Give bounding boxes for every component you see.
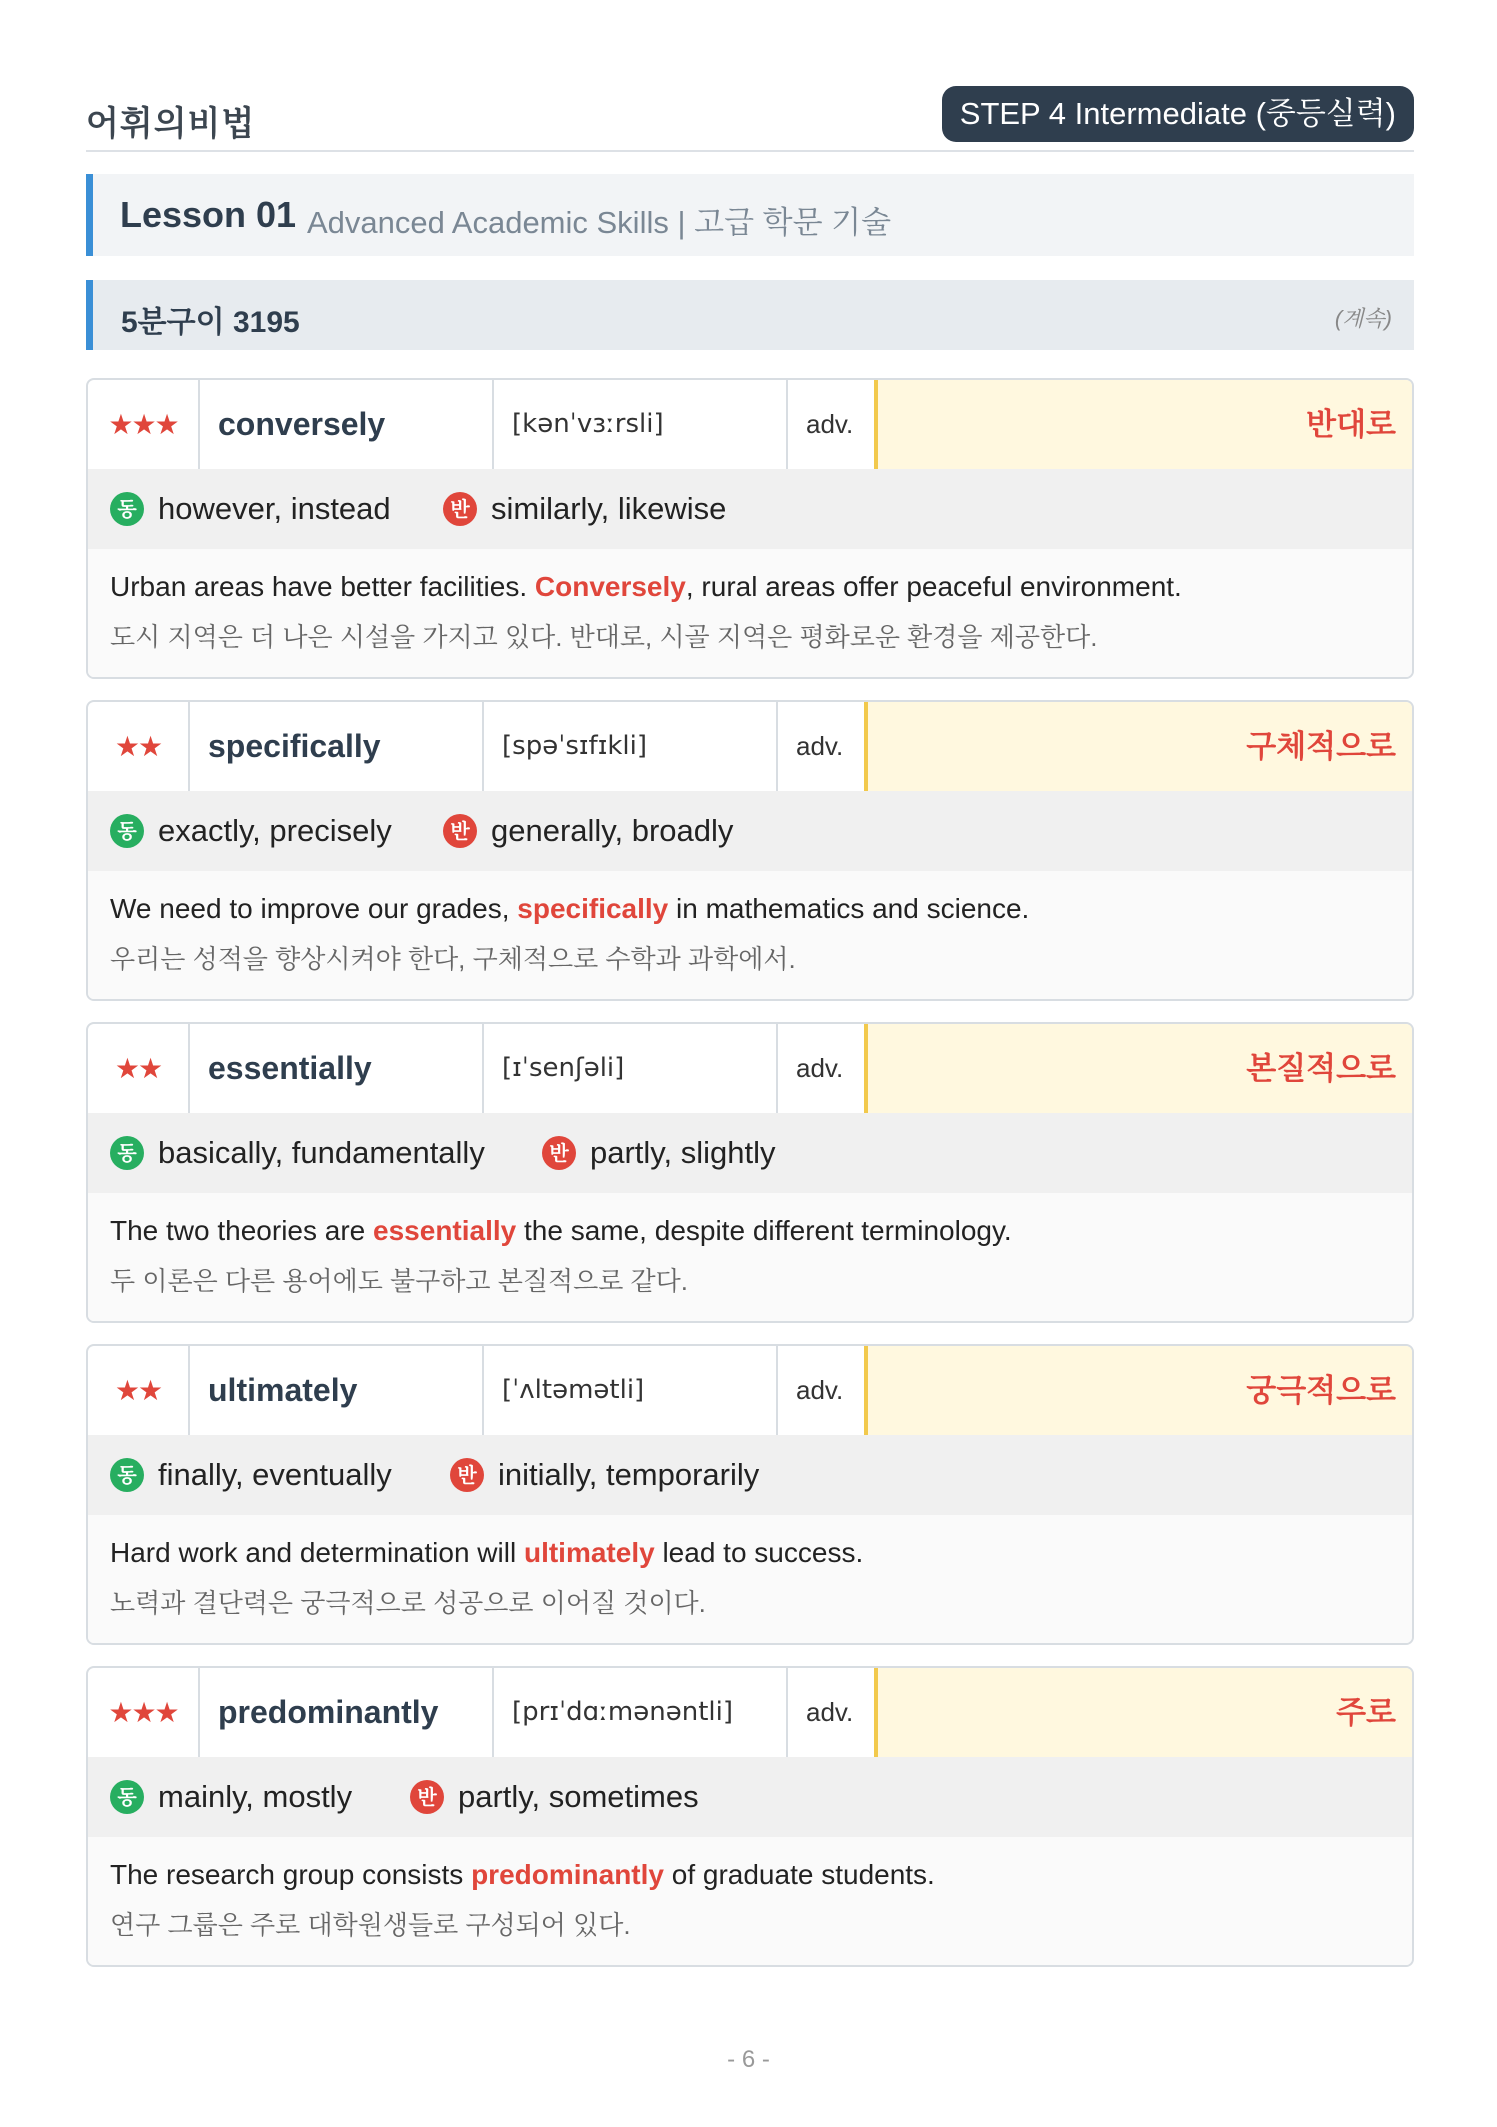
section-header — [86, 280, 1414, 350]
brand-title: 어휘의비법 — [86, 105, 256, 143]
lesson-banner — [86, 174, 1414, 256]
example-text: , rural areas offer peaceful environment. — [685, 571, 1182, 602]
example-row — [88, 1515, 1412, 1645]
vocab-word: predominantly — [200, 1668, 494, 1757]
synonym-text: mainly, mostly — [158, 1779, 353, 1814]
importance-stars: ★★★ — [88, 1668, 200, 1757]
importance-stars: ★★ — [88, 1346, 190, 1435]
example-english — [110, 1215, 1012, 1247]
pronunciation: [spəˈsɪfɪkli] — [484, 702, 778, 791]
step-badge: STEP 4 Intermediate (중등실력) — [942, 86, 1414, 142]
synonym-badge: 동 — [110, 1458, 144, 1492]
part-of-speech: adv. — [788, 1668, 876, 1757]
vocab-word: specifically — [190, 702, 484, 791]
synonym-badge: 동 — [110, 1780, 144, 1814]
section-title: 5분구이 3195 — [121, 306, 300, 339]
synonym-row — [88, 791, 1412, 873]
korean-meaning: 궁극적으로 — [864, 1346, 1412, 1435]
lesson-subtitle: Advanced Academic Skills | 고급 학문 기술 — [307, 205, 892, 240]
vocab-card — [86, 1022, 1414, 1323]
example-highlight: ultimately — [523, 1537, 655, 1568]
pronunciation: [prɪˈdɑːmənəntli] — [494, 1668, 788, 1757]
vocab-word: essentially — [190, 1024, 484, 1113]
vocab-header-row — [88, 702, 1412, 793]
example-text: The two theories are — [110, 1215, 374, 1246]
example-english — [110, 1537, 863, 1569]
example-row — [88, 1837, 1412, 1967]
example-highlight: specifically — [517, 893, 669, 924]
example-text: of graduate students. — [663, 1859, 935, 1890]
example-text: the same, despite different terminology. — [516, 1215, 1012, 1246]
antonym-text: initially, temporarily — [498, 1457, 760, 1492]
synonyms — [110, 1113, 485, 1193]
antonym-text: partly, slightly — [590, 1135, 776, 1170]
synonym-row — [88, 1113, 1412, 1195]
synonyms — [110, 1435, 392, 1515]
vocab-header-row — [88, 1668, 1412, 1759]
example-row — [88, 871, 1412, 1001]
antonym-badge: 반 — [443, 492, 477, 526]
synonym-badge: 동 — [110, 492, 144, 526]
example-korean: 두 이론은 다른 용어에도 불구하고 본질적으로 같다. — [110, 1266, 689, 1296]
antonym-badge: 반 — [450, 1458, 484, 1492]
vocab-card — [86, 1344, 1414, 1645]
example-text: Urban areas have better facilities. — [110, 571, 535, 602]
antonyms — [443, 469, 726, 549]
antonym-badge: 반 — [443, 814, 477, 848]
vocab-header-row — [88, 1024, 1412, 1115]
antonym-badge: 반 — [542, 1136, 576, 1170]
example-text: in mathematics and science. — [668, 893, 1030, 924]
example-korean: 연구 그룹은 주로 대학원생들로 구성되어 있다. — [110, 1910, 631, 1940]
section-continued: (계속) — [1334, 306, 1392, 331]
synonym-badge: 동 — [110, 1136, 144, 1170]
page-number: - 6 - — [727, 2046, 770, 2073]
antonyms — [542, 1113, 776, 1193]
synonym-text: basically, fundamentally — [158, 1135, 485, 1170]
synonym-text: however, instead — [158, 491, 391, 526]
antonym-text: similarly, likewise — [491, 491, 727, 526]
part-of-speech: adv. — [778, 1024, 866, 1113]
synonym-badge: 동 — [110, 814, 144, 848]
korean-meaning: 반대로 — [874, 380, 1412, 469]
antonym-badge: 반 — [410, 1780, 444, 1814]
antonyms — [410, 1757, 699, 1837]
example-text: lead to success. — [654, 1537, 864, 1568]
pronunciation: [ɪˈsenʃəli] — [484, 1024, 778, 1113]
synonyms — [110, 469, 391, 549]
vocab-header-row — [88, 1346, 1412, 1437]
part-of-speech: adv. — [778, 702, 866, 791]
korean-meaning: 주로 — [874, 1668, 1412, 1757]
example-highlight: essentially — [373, 1215, 517, 1246]
antonyms — [443, 791, 733, 871]
synonyms — [110, 1757, 352, 1837]
example-highlight: Conversely — [534, 571, 686, 602]
importance-stars: ★★ — [88, 702, 190, 791]
example-row — [88, 1193, 1412, 1323]
example-english — [110, 1859, 935, 1891]
korean-meaning: 본질적으로 — [864, 1024, 1412, 1113]
antonym-text: generally, broadly — [491, 813, 734, 848]
pronunciation: [ˈʌltəmətli] — [484, 1346, 778, 1435]
korean-meaning: 구체적으로 — [864, 702, 1412, 791]
vocab-card — [86, 1666, 1414, 1967]
importance-stars: ★★ — [88, 1024, 190, 1113]
synonym-text: exactly, precisely — [158, 813, 392, 848]
example-text: The research group consists — [110, 1859, 472, 1890]
antonym-text: partly, sometimes — [458, 1779, 699, 1814]
synonym-row — [88, 1435, 1412, 1517]
example-korean: 노력과 결단력은 궁극적으로 성공으로 이어질 것이다. — [110, 1588, 706, 1618]
example-text: Hard work and determination will — [110, 1537, 524, 1568]
synonym-text: finally, eventually — [158, 1457, 392, 1492]
example-english — [110, 893, 1029, 925]
example-korean: 우리는 성적을 향상시켜야 한다, 구체적으로 수학과 과학에서. — [110, 944, 796, 974]
example-english — [110, 571, 1182, 603]
synonym-row — [88, 469, 1412, 551]
synonyms — [110, 791, 392, 871]
vocab-word: ultimately — [190, 1346, 484, 1435]
vocab-card — [86, 700, 1414, 1001]
example-korean: 도시 지역은 더 나은 시설을 가지고 있다. 반대로, 시골 지역은 평화로운 환경을 제공한다. — [110, 622, 1098, 652]
pronunciation: [kənˈvɜːrsli] — [494, 380, 788, 469]
part-of-speech: adv. — [778, 1346, 866, 1435]
importance-stars: ★★★ — [88, 380, 200, 469]
example-highlight: predominantly — [471, 1859, 664, 1890]
vocab-word: conversely — [200, 380, 494, 469]
vocab-card — [86, 378, 1414, 679]
antonyms — [450, 1435, 759, 1515]
example-text: We need to improve our grades, — [110, 893, 518, 924]
vocab-header-row — [88, 380, 1412, 471]
part-of-speech: adv. — [788, 380, 876, 469]
example-row — [88, 549, 1412, 679]
synonym-row — [88, 1757, 1412, 1839]
page-header — [86, 84, 1414, 152]
lesson-number: Lesson 01 — [120, 194, 297, 235]
